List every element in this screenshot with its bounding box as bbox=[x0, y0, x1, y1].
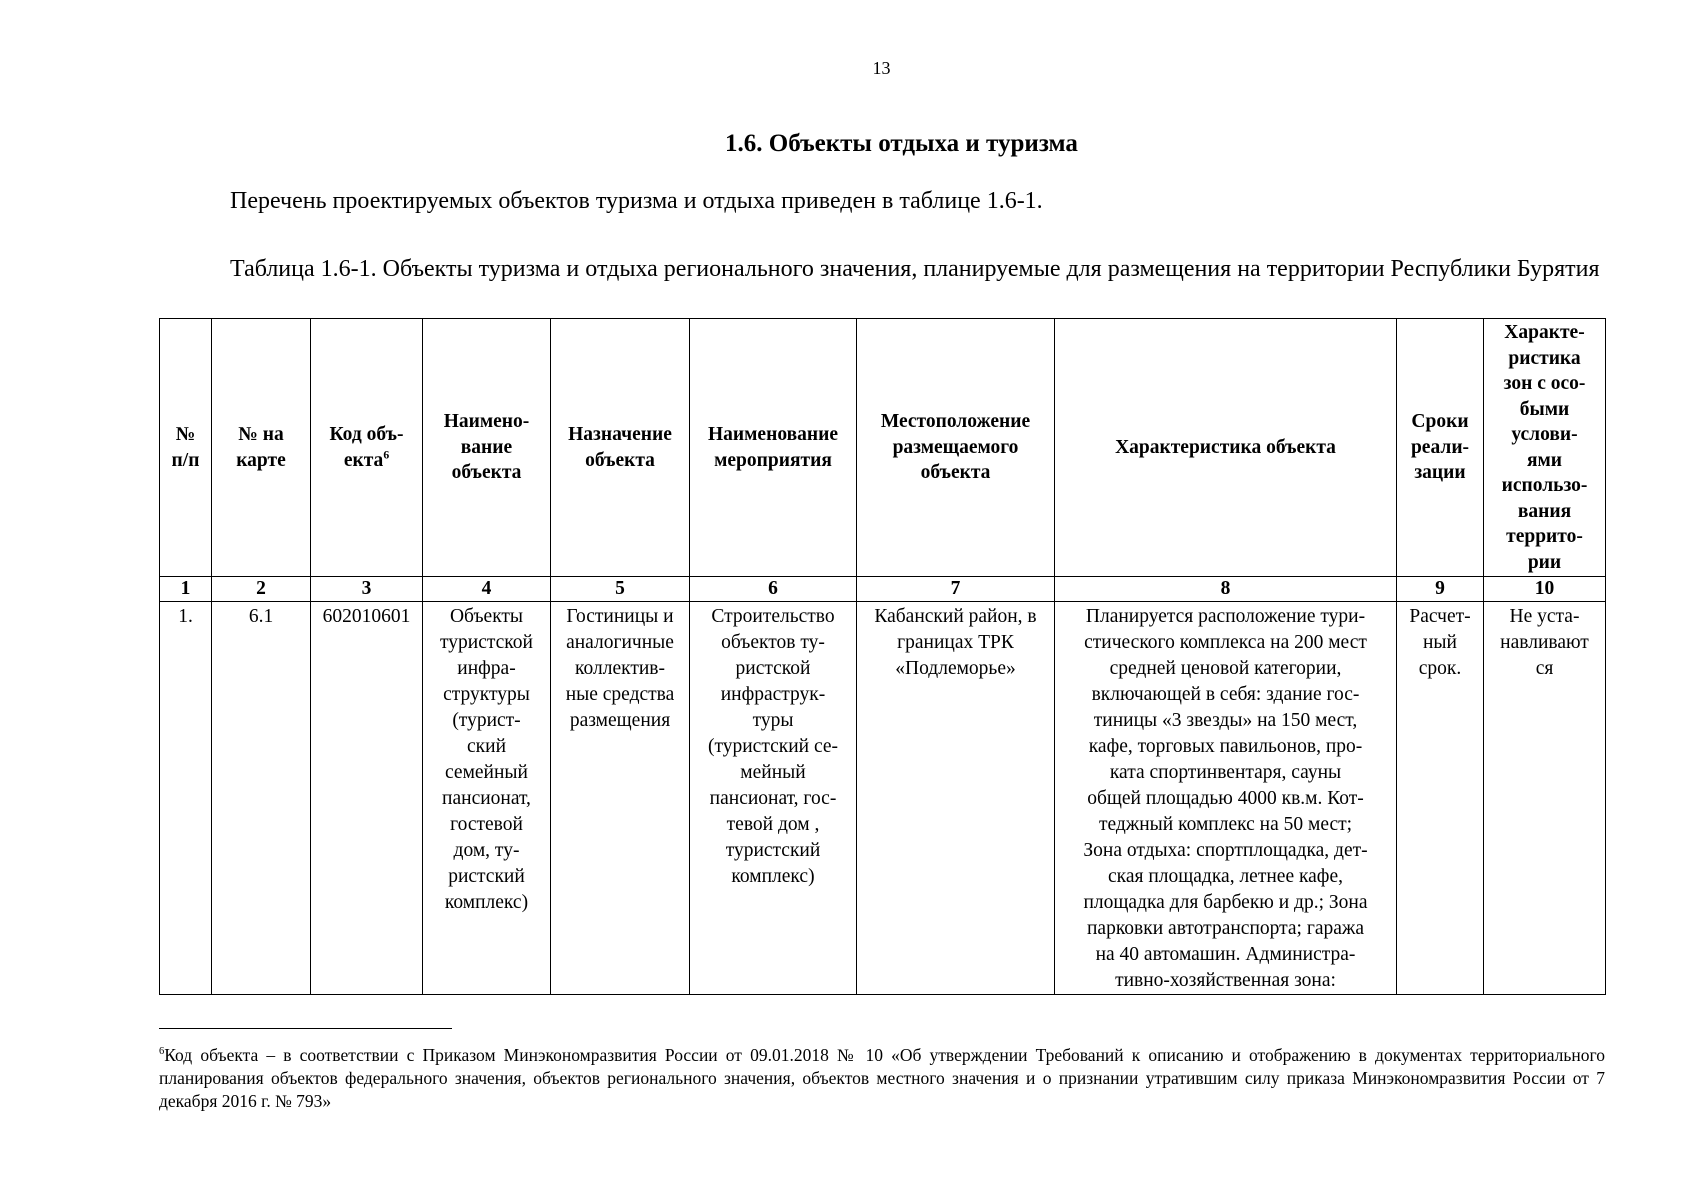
column-number: 6 bbox=[690, 577, 857, 602]
objects-table bbox=[159, 318, 1606, 995]
footnote-separator bbox=[159, 1028, 452, 1029]
cell-zone-characteristics: Не уста- навливают ся bbox=[1484, 602, 1606, 995]
column-number: 3 bbox=[311, 577, 423, 602]
cell-timeframe: Расчет- ный срок. bbox=[1397, 602, 1484, 995]
header-cell-timeframe: Сроки реали- зации bbox=[1397, 319, 1484, 577]
section-title: 1.6. Объекты отдыха и туризма bbox=[725, 130, 1078, 157]
column-number: 1 bbox=[160, 577, 212, 602]
column-number: 9 bbox=[1397, 577, 1484, 602]
header-cell-number: № п/п bbox=[160, 319, 212, 577]
cell-map-number: 6.1 bbox=[212, 602, 311, 995]
table-column-numbers-row bbox=[160, 577, 1606, 602]
table-caption: Таблица 1.6-1. Объекты туризма и отдыха регионального значения, планируемые для размещения на территории Республики Бурятия bbox=[230, 256, 1600, 282]
cell-characteristics: Планируется расположение тури- стического комплекса на 200 мест средней ценовой категории, включающей в себя: здание гос- тиницы «3 звезды» на 150 мест, кафе, торговых павильонов, про- ката спортинвентаря, сауны общей площадью 4000 кв.м. Кот- теджный комплекс на 50 мест; Зона отдыха: спортплощадка, дет- ская площадка, летнее кафе, площадка для барбекю и др.; Зона парковки автотранспорта; гаража на 40 автомашин. Администра- тивно-хозяйственная зона: bbox=[1055, 602, 1397, 995]
cell-object-purpose: Гостиницы и аналогичные коллектив- ные средства размещения bbox=[551, 602, 690, 995]
footnote bbox=[159, 1044, 1605, 1113]
table-header-row bbox=[160, 319, 1606, 577]
header-cell-object-name: Наимено- вание объекта bbox=[423, 319, 551, 577]
footnote-reference: 6 bbox=[383, 448, 390, 461]
header-cell-object-code: Код объ- екта$^6$ bbox=[311, 319, 423, 577]
cell-row-number: 1. bbox=[160, 602, 212, 995]
page-number: 13 bbox=[872, 58, 891, 78]
column-number: 8 bbox=[1055, 577, 1397, 602]
cell-location: Кабанский район, в границах ТРК «Подлеморье» bbox=[857, 602, 1055, 995]
column-number: 4 bbox=[423, 577, 551, 602]
cell-object-code: 602010601 bbox=[311, 602, 423, 995]
header-cell-measure-name: Наименование мероприятия bbox=[690, 319, 857, 577]
column-number: 7 bbox=[857, 577, 1055, 602]
header-cell-map-number: № на карте bbox=[212, 319, 311, 577]
header-cell-object-purpose: Назначение объекта bbox=[551, 319, 690, 577]
header-cell-characteristics: Характеристика объекта bbox=[1055, 319, 1397, 577]
column-number: 2 bbox=[212, 577, 311, 602]
footnote-mark: 6 bbox=[159, 1046, 165, 1058]
column-number: 5 bbox=[551, 577, 690, 602]
footnote-text: Код объекта – в соответствии с Приказом Минэкономразвития России от 09.01.2018 № 10 «Об утверждении Требований к описанию и отображению в документах территориального планирования объектов федерального значения, объектов регионального значения, объектов местного значения и о признании утратившим силу приказа Минэкономразвития России от 7 декабря 2016 г. № 793» bbox=[159, 1045, 1605, 1111]
table-row bbox=[160, 602, 1606, 995]
column-number: 10 bbox=[1484, 577, 1606, 602]
header-cell-zone-characteristics: Характе- ристика зон с осо- быми услови- ями использо- вания террито- рии bbox=[1484, 319, 1606, 577]
cell-object-name: Объекты туристской инфра- структуры (турист- ский семейный пансионат, гостевой дом, ту- ристский комплекс) bbox=[423, 602, 551, 995]
cell-measure-name: Строительство объектов ту- ристской инфраструк- туры (туристский се- мейный пансионат, гос- тевой дом , туристский комплекс) bbox=[690, 602, 857, 995]
header-cell-location: Местоположение размещаемого объекта bbox=[857, 319, 1055, 577]
intro-paragraph: Перечень проектируемых объектов туризма и отдыха приведен в таблице 1.6-1. bbox=[230, 188, 1043, 214]
